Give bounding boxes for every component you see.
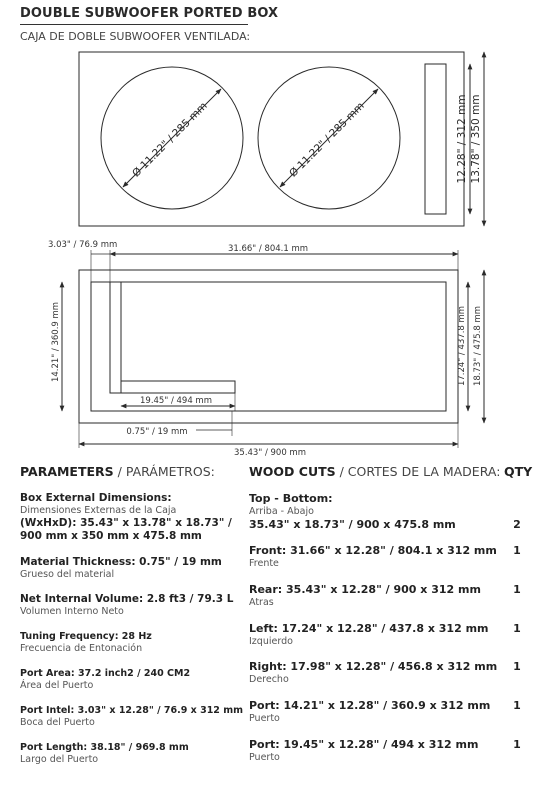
inner-length-label: 31.66" / 804.1 mm — [227, 244, 309, 254]
cut-sub: Puerto — [249, 713, 280, 724]
param-sub: Boca del Puerto — [20, 717, 95, 728]
cut-right — [249, 660, 519, 686]
front-view — [79, 52, 484, 226]
param-value: 2.8 ft3 / 79.3 L — [143, 593, 234, 605]
param-value: 28 Hz — [118, 631, 152, 642]
cut-label: Front: 31.66" x 12.28" / 804.1 x 312 mm — [249, 544, 497, 557]
param-sub: Largo del Puerto — [20, 754, 99, 765]
param-label: Port Intel: — [20, 705, 75, 716]
param-sub: Frecuencia de Entonación — [20, 643, 143, 654]
cut-sub: Arriba - Abajo — [249, 506, 314, 517]
page-subtitle: CAJA DE DOBLE SUBWOOFER VENTILADA: — [20, 30, 251, 43]
param-extra: (WxHxD): 35.43" x 13.78" x 18.73" / — [20, 517, 232, 529]
inner-height-label: 12.28" / 312 mm — [456, 94, 468, 184]
cut-sub: Puerto — [249, 752, 280, 763]
wood-cuts-heading-bold: WOOD CUTS — [249, 464, 336, 479]
parameters-heading — [20, 464, 215, 479]
param-label: Box External Dimensions: — [20, 492, 172, 504]
inner-depth-label: 17.24" / 437.8 mm — [457, 305, 467, 387]
param-sub: Dimensiones Externas de la Caja — [20, 505, 177, 516]
port-opening — [425, 64, 446, 214]
qty-heading: QTY — [504, 464, 533, 479]
cut-qty: 1 — [513, 699, 521, 712]
param-port-intel — [20, 704, 255, 729]
port-wall-horizontal — [121, 381, 235, 393]
cut-sub: Frente — [249, 558, 279, 569]
cut-sub: Izquierdo — [249, 636, 293, 647]
top-outer-wall — [79, 270, 458, 423]
page-title: DOUBLE SUBWOOFER PORTED BOX — [20, 6, 279, 21]
param-label: Port Area: — [20, 668, 75, 679]
cut-port-side — [249, 699, 519, 725]
param-tuning-frequency — [20, 630, 245, 655]
cut-dims: 35.43" x 18.73" / 900 x 475.8 mm — [249, 518, 456, 531]
outer-length-label: 35.43" / 900 mm — [234, 448, 306, 458]
param-material-thickness — [20, 556, 245, 581]
top-view — [62, 250, 484, 448]
cut-sub: Derecho — [249, 674, 289, 685]
param-value: 0.75" / 19 mm — [135, 556, 222, 568]
cut-qty: 1 — [513, 738, 521, 751]
cut-label: Right: 17.98" x 12.28" / 456.8 x 312 mm — [249, 660, 498, 673]
param-extra: 900 mm x 350 mm x 475.8 mm — [20, 530, 202, 542]
param-port-length — [20, 741, 245, 766]
cut-front — [249, 544, 519, 570]
port-wall-vertical — [110, 282, 121, 393]
param-value: 3.03" x 12.28" / 76.9 x 312 mm — [74, 705, 244, 716]
cut-label: Port: 19.45" x 12.28" / 494 x 312 mm — [249, 738, 479, 751]
cut-label: Port: 14.21" x 12.28" / 360.9 x 312 mm — [249, 699, 491, 712]
param-label: Material Thickness: — [20, 556, 136, 568]
cut-port-long — [249, 738, 519, 764]
param-sub: Volumen Interno Neto — [20, 606, 124, 617]
outer-depth-label: 18.73" / 475.8 mm — [473, 305, 483, 387]
parameters-heading-bold: PARAMETERS — [20, 464, 114, 479]
outer-height-label: 13.78" / 350 mm — [470, 94, 482, 184]
cut-qty: 1 — [513, 660, 521, 673]
param-label: Net Internal Volume: — [20, 593, 144, 605]
port-depth-label: 14.21" / 360.9 mm — [51, 301, 61, 383]
cut-qty: 1 — [513, 583, 521, 596]
cut-qty: 1 — [513, 622, 521, 635]
wood-cuts-heading — [249, 464, 500, 479]
cut-qty: 2 — [513, 518, 521, 531]
circle-1-label: Ø 11.22" / 285 mm — [130, 100, 210, 180]
param-value: 37.2 inch2 / 240 CM2 — [74, 668, 191, 679]
cut-label: Top - Bottom: — [249, 492, 333, 505]
cut-qty: 1 — [513, 544, 521, 557]
param-box-dimensions — [20, 492, 245, 543]
cut-rear — [249, 583, 519, 609]
thickness-label: 0.75" / 19 mm — [126, 427, 188, 437]
param-port-area — [20, 667, 245, 692]
port-width-label: 3.03" / 76.9 mm — [48, 240, 118, 250]
cut-label: Rear: 35.43" x 12.28" / 900 x 312 mm — [249, 583, 481, 596]
param-net-volume — [20, 593, 245, 618]
param-value: 38.18" / 969.8 mm — [87, 742, 189, 753]
cut-sub: Atras — [249, 597, 274, 608]
param-label: Tuning Frequency: — [20, 631, 119, 642]
parameters-heading-thin: / PARÁMETROS: — [113, 464, 215, 479]
cut-label: Left: 17.24" x 12.28" / 437.8 x 312 mm — [249, 622, 489, 635]
port-length-label: 19.45" / 494 mm — [140, 396, 212, 406]
cut-top-bottom — [249, 492, 519, 532]
top-inner-wall — [91, 282, 446, 411]
param-sub: Área del Puerto — [20, 680, 94, 691]
wood-cuts-heading-thin: / CORTES DE LA MADERA: — [335, 464, 501, 479]
param-sub: Grueso del material — [20, 569, 115, 580]
circle-2-label: Ø 11.22" / 285 mm — [287, 100, 367, 180]
cut-left — [249, 622, 519, 648]
param-label: Port Length: — [20, 742, 88, 753]
